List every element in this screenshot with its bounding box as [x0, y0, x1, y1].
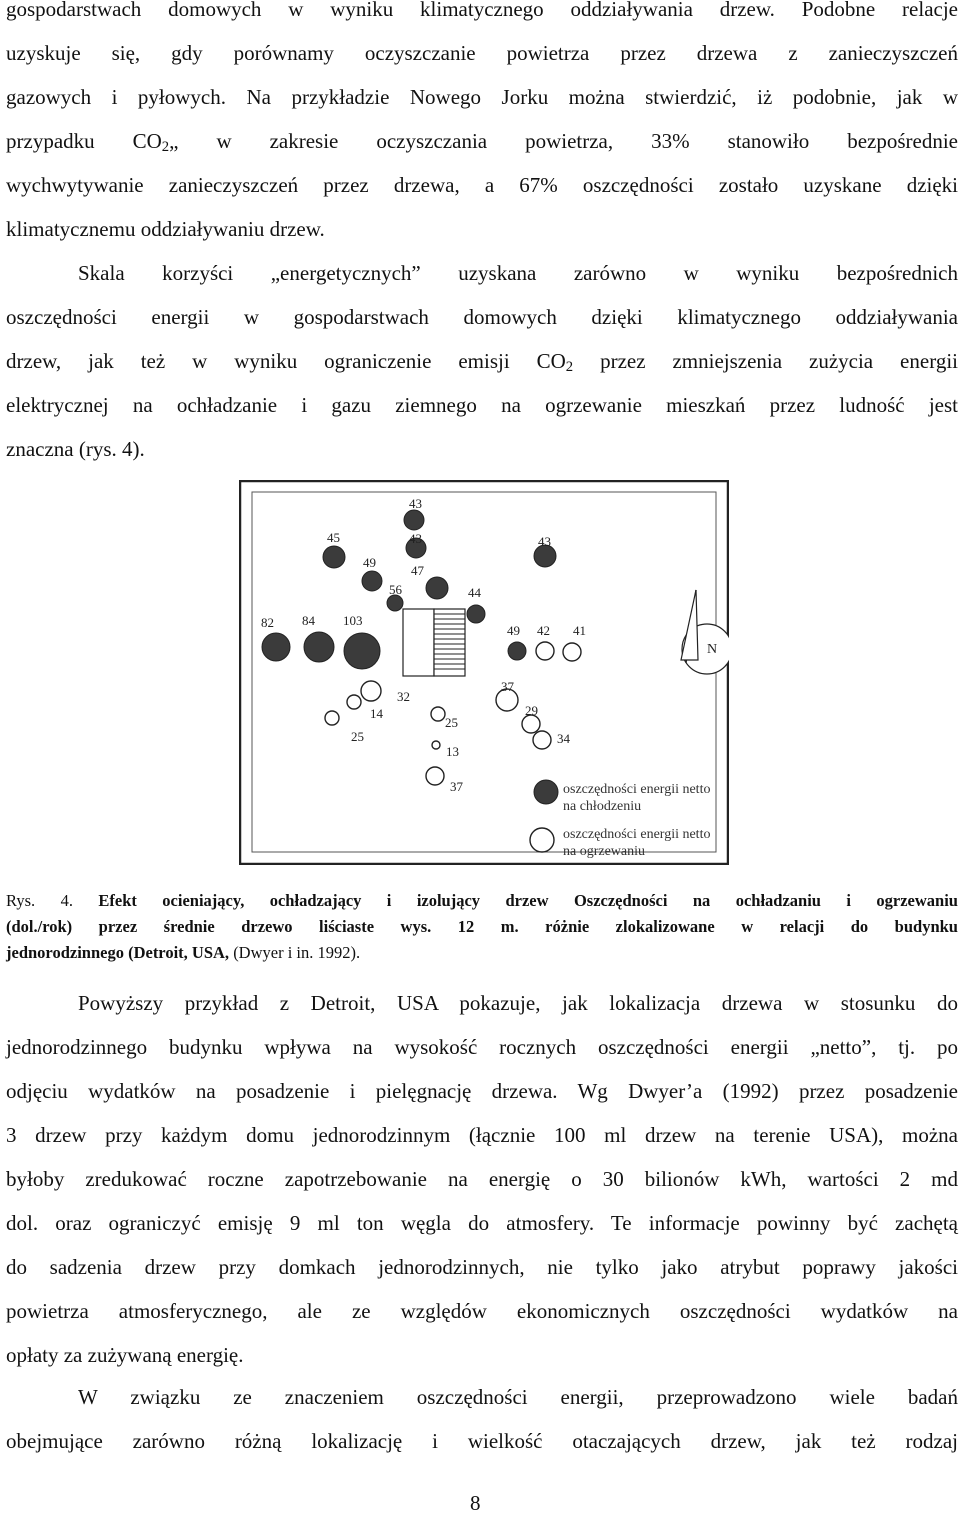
- tree-filled-44: [467, 605, 485, 623]
- tree-open-34: [533, 731, 551, 749]
- document-page: [6, 0, 958, 1515]
- paragraph3-line3: odjęciu wydatków na posadzenie i pielęgnację drzewa. Wg Dwyer’a (1992) przez posadzenie: [6, 1079, 958, 1103]
- figure-caption-line2: (dol./rok) przez średnie drzewo liściaste wys. 12 m. różnie zlokalizowane w relacji do budynku: [6, 917, 958, 936]
- paragraph2-line5: znaczna (rys. 4).: [6, 437, 145, 461]
- paragraph1-line3: gazowych i pyłowych. Na przykładzie Nowego Jorku można stwierdzić, iż podobnie, jak w: [6, 85, 958, 109]
- legend-filled-line2: na chłodzeniu: [563, 799, 642, 814]
- caption-source: (Dwyer i in. 1992).: [229, 943, 361, 962]
- paragraph2-line3-start: drzew, jak też w wyniku ograniczenie emisji CO: [6, 349, 566, 373]
- paragraph3-line8: powietrza atmosferycznego, ale ze względów ekonomicznych oszczędności wydatków na: [6, 1299, 958, 1323]
- paragraph3-line4: 3 drzew przy każdym domu jednorodzinnym (łącznie 100 ml drzew na terenie USA), można: [6, 1123, 958, 1147]
- paragraph2-line3: [6, 346, 958, 376]
- compass-label: N: [707, 642, 718, 657]
- co2-subscript: 2: [161, 139, 170, 155]
- tree-label-103: 103: [343, 613, 363, 628]
- paragraph1-line4-start: przypadku CO: [6, 129, 162, 153]
- paragraph2-line3-end: przez zmniejszenia zużycia energii: [573, 349, 958, 373]
- paragraph2-line4: elektrycznej na ochładzanie i gazu ziemnego na ogrzewanie mieszkań przez ludność jest: [6, 393, 958, 417]
- tree-open-25-left: [325, 711, 339, 725]
- tree-label-49: 49: [363, 555, 376, 570]
- tree-label-43-right: 43: [538, 534, 551, 549]
- co2-subscript: 2: [565, 359, 574, 375]
- tree-label-13: 13: [446, 744, 459, 759]
- legend-open-line1: oszczędności energii netto: [563, 827, 711, 842]
- paragraph1-line5: wychwytywanie zanieczyszczeń przez drzewa, a 67% oszczędności zostało uzyskane dzięki: [6, 173, 958, 197]
- tree-label-43-top: 43: [409, 496, 422, 511]
- paragraph1-line1: gospodarstwach domowych w wyniku klimatycznego oddziaływania drzew. Podobne relacje: [6, 0, 958, 21]
- figure-caption-line3: [6, 942, 360, 964]
- tree-label-45: 45: [327, 530, 340, 545]
- tree-label-29: 29: [525, 703, 538, 718]
- legend-open-line2: na ogrzewaniu: [563, 844, 646, 859]
- paragraph3-line2: jednorodzinnego budynku wpływa na wysokość rocznych oszczędności energii „netto”, tj. po: [6, 1035, 958, 1059]
- tree-label-82: 82: [261, 615, 274, 630]
- paragraph3-line7: do sadzenia drzew przy domkach jednorodzinnych, nie tylko jako atrybut poprawy jakości: [6, 1255, 958, 1279]
- page-number: 8: [470, 1491, 481, 1515]
- tree-open-32: [361, 681, 381, 701]
- tree-open-14: [347, 695, 361, 709]
- tree-filled-103: [344, 633, 380, 669]
- caption-location: jednorodzinnego (Detroit, USA,: [6, 943, 230, 962]
- tree-filled-47: [426, 577, 448, 599]
- tree-label-37: 37: [501, 679, 514, 694]
- tree-filled-43-top: [404, 510, 424, 530]
- tree-label-47: 47: [411, 563, 424, 578]
- tree-label-37-bottom: 37: [450, 779, 463, 794]
- tree-label-44: 44: [468, 585, 481, 600]
- paragraph3-line1: Powyższy przykład z Detroit, USA pokazuje, jak lokalizacja drzewa w stosunku do: [78, 991, 958, 1015]
- tree-filled-49: [362, 571, 382, 591]
- figure-frame: [240, 481, 728, 864]
- tree-filled-45: [323, 546, 345, 568]
- paragraph2-line2: oszczędności energii w gospodarstwach domowych dzięki klimatycznego oddziaływania: [6, 305, 958, 329]
- tree-label-32: 32: [397, 689, 410, 704]
- tree-label-43-mid: 43: [409, 531, 422, 546]
- tree-label-34: 34: [557, 731, 570, 746]
- tree-filled-82: [262, 633, 290, 661]
- tree-open-25: [431, 707, 445, 721]
- tree-label-84: 84: [302, 613, 315, 628]
- paragraph2-line1: Skala korzyści „energetycznych” uzyskana zarówno w wyniku bezpośrednich: [78, 261, 958, 285]
- paragraph1-line6: klimatycznemu oddziaływaniu drzew.: [6, 217, 325, 241]
- tree-open-41: [563, 643, 581, 661]
- legend-filled-marker: [534, 780, 558, 804]
- paragraph3-line9: opłaty za zużywaną energię.: [6, 1343, 244, 1367]
- legend-open-marker: [530, 828, 554, 852]
- tree-label-25: 25: [445, 715, 458, 730]
- tree-label-25-left: 25: [351, 729, 364, 744]
- paragraph1-line4: [6, 126, 958, 156]
- paragraph4-line2: obejmujące zarówno różną lokalizację i wielkość otaczających drzew, jak też rodzaj: [6, 1429, 958, 1453]
- tree-open-37-bottom: [426, 767, 444, 785]
- tree-label-56: 56: [389, 582, 402, 597]
- tree-label-49-right: 49: [507, 623, 520, 638]
- paragraph1-line4-end: „ w zakresie oczyszczania powietrza, 33% stanowiło bezpośrednie: [169, 129, 958, 153]
- caption-prefix: Rys. 4.: [6, 891, 99, 910]
- tree-diagram-svg: [239, 480, 729, 865]
- paragraph3-line5: byłoby zredukować roczne zapotrzebowanie na energię o 30 bilionów kWh, wartości 2 md: [6, 1167, 958, 1191]
- tree-label-42: 42: [537, 623, 550, 638]
- tree-label-14: 14: [370, 706, 383, 721]
- paragraph4-line1: W związku ze znaczeniem oszczędności energii, przeprowadzono wiele badań: [78, 1385, 958, 1409]
- paragraph1-line2: uzyskuje się, gdy porównamy oczyszczanie powietrza przez drzewa z zanieczyszczeń: [6, 41, 958, 65]
- tree-open-42: [536, 642, 554, 660]
- figure-tree-placement-diagram: [239, 480, 729, 865]
- tree-filled-49-right: [508, 642, 526, 660]
- tree-label-41: 41: [573, 623, 586, 638]
- tree-filled-56: [387, 595, 403, 611]
- house-icon: [403, 609, 465, 676]
- tree-open-13: [432, 741, 440, 749]
- figure-caption-line1: [6, 890, 958, 912]
- legend-filled-line1: oszczędności energii netto: [563, 782, 711, 797]
- paragraph3-line6: dol. oraz ograniczyć emisję 9 ml ton węgla do atmosfery. Te informacje powinny być zachętą: [6, 1211, 958, 1235]
- caption-title: Efekt ocieniający, ochładzający i izolujący drzew Oszczędności na ochładzaniu i ogrzewaniu: [98, 891, 958, 910]
- tree-filled-84: [304, 632, 334, 662]
